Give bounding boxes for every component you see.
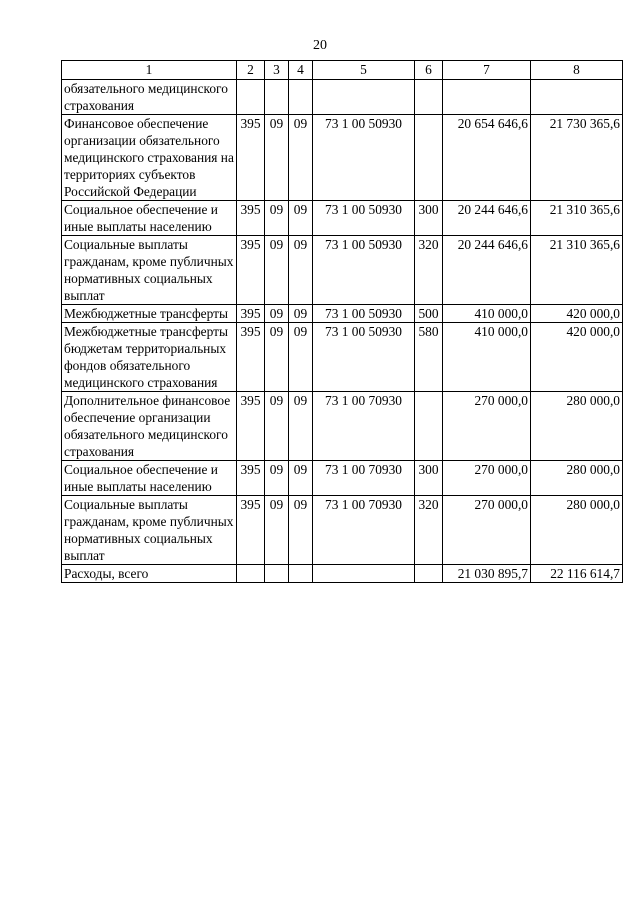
row-amount-col7-cell: 20 244 646,6 xyxy=(443,201,531,236)
row-subsection-cell: 09 xyxy=(289,461,313,496)
header-col-8: 8 xyxy=(531,61,623,80)
row-section-cell: 09 xyxy=(265,201,289,236)
row-target-article-cell xyxy=(313,565,415,583)
header-col-7: 7 xyxy=(443,61,531,80)
row-name-cell: Социальное обеспечение и иные выплаты населению xyxy=(62,461,237,496)
table-row xyxy=(62,392,623,461)
row-admin-code-cell: 395 xyxy=(237,461,265,496)
row-section-cell: 09 xyxy=(265,115,289,201)
row-section-cell: 09 xyxy=(265,392,289,461)
row-subsection-cell: 09 xyxy=(289,323,313,392)
row-expense-type-cell xyxy=(415,80,443,115)
row-amount-col7-cell: 410 000,0 xyxy=(443,323,531,392)
row-admin-code-cell: 395 xyxy=(237,496,265,565)
table-row xyxy=(62,496,623,565)
row-section-cell: 09 xyxy=(265,236,289,305)
row-target-article-cell: 73 1 00 70930 xyxy=(313,461,415,496)
row-amount-col7-cell: 21 030 895,7 xyxy=(443,565,531,583)
page-number: 20 xyxy=(313,38,327,53)
row-expense-type-cell: 580 xyxy=(415,323,443,392)
header-col-2: 2 xyxy=(237,61,265,80)
header-col-5: 5 xyxy=(313,61,415,80)
row-amount-col7-cell: 20 244 646,6 xyxy=(443,236,531,305)
row-target-article-cell: 73 1 00 70930 xyxy=(313,496,415,565)
row-amount-col8-cell: 21 310 365,6 xyxy=(531,236,623,305)
table-row xyxy=(62,80,623,115)
table-row xyxy=(62,236,623,305)
row-amount-col7-cell: 20 654 646,6 xyxy=(443,115,531,201)
table-row xyxy=(62,115,623,201)
row-target-article-cell: 73 1 00 50930 xyxy=(313,323,415,392)
header-col-6: 6 xyxy=(415,61,443,80)
row-subsection-cell xyxy=(289,80,313,115)
row-expense-type-cell xyxy=(415,392,443,461)
row-section-cell: 09 xyxy=(265,496,289,565)
row-name-cell: Социальные выплаты гражданам, кроме публичных нормативных социальных выплат xyxy=(62,236,237,305)
row-amount-col7-cell: 270 000,0 xyxy=(443,461,531,496)
row-expense-type-cell xyxy=(415,565,443,583)
row-expense-type-cell: 320 xyxy=(415,496,443,565)
row-subsection-cell: 09 xyxy=(289,236,313,305)
row-expense-type-cell: 500 xyxy=(415,305,443,323)
row-name-cell: Расходы, всего xyxy=(62,565,237,583)
row-name-cell: Финансовое обеспечение организации обязательного медицинского страхования на территориях субъектов Российской Федерации xyxy=(62,115,237,201)
table-row xyxy=(62,461,623,496)
row-target-article-cell: 73 1 00 70930 xyxy=(313,392,415,461)
row-target-article-cell: 73 1 00 50930 xyxy=(313,201,415,236)
row-subsection-cell: 09 xyxy=(289,201,313,236)
row-admin-code-cell: 395 xyxy=(237,236,265,305)
row-amount-col8-cell: 280 000,0 xyxy=(531,392,623,461)
row-admin-code-cell: 395 xyxy=(237,392,265,461)
row-amount-col8-cell: 22 116 614,7 xyxy=(531,565,623,583)
row-name-cell: Межбюджетные трансферты бюджетам территориальных фондов обязательного медицинского страхования xyxy=(62,323,237,392)
row-section-cell: 09 xyxy=(265,323,289,392)
row-name-cell: Дополнительное финансовое обеспечение организации обязательного медицинского страхования xyxy=(62,392,237,461)
header-col-1: 1 xyxy=(62,61,237,80)
row-amount-col8-cell xyxy=(531,80,623,115)
row-expense-type-cell: 300 xyxy=(415,201,443,236)
row-expense-type-cell: 320 xyxy=(415,236,443,305)
table-row xyxy=(62,305,623,323)
row-target-article-cell xyxy=(313,80,415,115)
row-subsection-cell: 09 xyxy=(289,115,313,201)
table-header-row xyxy=(62,61,623,80)
row-amount-col8-cell: 420 000,0 xyxy=(531,305,623,323)
table-row xyxy=(62,565,623,583)
row-section-cell xyxy=(265,80,289,115)
row-amount-col8-cell: 21 310 365,6 xyxy=(531,201,623,236)
row-amount-col7-cell: 270 000,0 xyxy=(443,496,531,565)
row-admin-code-cell: 395 xyxy=(237,115,265,201)
row-target-article-cell: 73 1 00 50930 xyxy=(313,305,415,323)
row-subsection-cell: 09 xyxy=(289,496,313,565)
row-admin-code-cell xyxy=(237,80,265,115)
row-admin-code-cell xyxy=(237,565,265,583)
header-col-4: 4 xyxy=(289,61,313,80)
row-expense-type-cell xyxy=(415,115,443,201)
row-amount-col7-cell: 270 000,0 xyxy=(443,392,531,461)
row-admin-code-cell: 395 xyxy=(237,323,265,392)
row-amount-col8-cell: 280 000,0 xyxy=(531,496,623,565)
row-subsection-cell: 09 xyxy=(289,392,313,461)
row-amount-col7-cell xyxy=(443,80,531,115)
row-section-cell: 09 xyxy=(265,305,289,323)
row-subsection-cell: 09 xyxy=(289,305,313,323)
row-name-cell: обязательного медицинского страхования xyxy=(62,80,237,115)
row-section-cell: 09 xyxy=(265,461,289,496)
row-admin-code-cell: 395 xyxy=(237,305,265,323)
header-col-3: 3 xyxy=(265,61,289,80)
row-admin-code-cell: 395 xyxy=(237,201,265,236)
row-amount-col8-cell: 21 730 365,6 xyxy=(531,115,623,201)
row-name-cell: Социальные выплаты гражданам, кроме публичных нормативных социальных выплат xyxy=(62,496,237,565)
table-row xyxy=(62,323,623,392)
row-name-cell: Социальное обеспечение и иные выплаты населению xyxy=(62,201,237,236)
table-row xyxy=(62,201,623,236)
row-amount-col8-cell: 280 000,0 xyxy=(531,461,623,496)
row-target-article-cell: 73 1 00 50930 xyxy=(313,236,415,305)
row-amount-col7-cell: 410 000,0 xyxy=(443,305,531,323)
row-section-cell xyxy=(265,565,289,583)
row-name-cell: Межбюджетные трансферты xyxy=(62,305,237,323)
row-amount-col8-cell: 420 000,0 xyxy=(531,323,623,392)
row-subsection-cell xyxy=(289,565,313,583)
row-expense-type-cell: 300 xyxy=(415,461,443,496)
row-target-article-cell: 73 1 00 50930 xyxy=(313,115,415,201)
budget-table xyxy=(61,60,623,583)
